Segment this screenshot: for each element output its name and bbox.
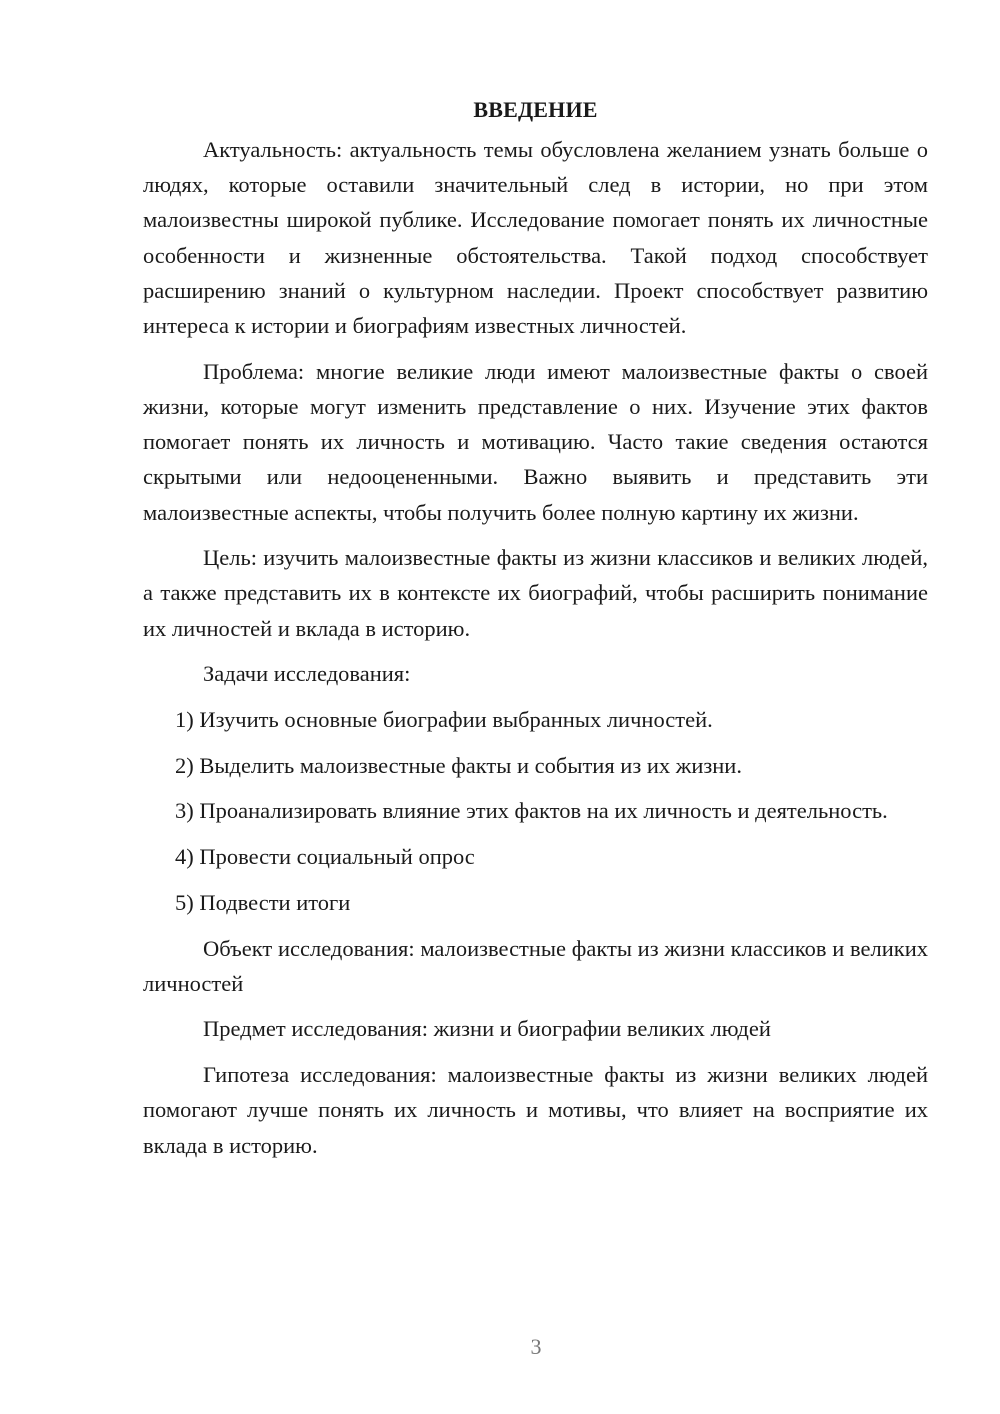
list-item: 4) Провести социальный опрос [175, 844, 475, 870]
list-item: 1) Изучить основные биографии выбранных личностей. [175, 707, 713, 733]
page-number: 3 [530, 1334, 542, 1359]
paragraph-subject: Предмет исследования: жизни и биографии великих людей [203, 1016, 771, 1042]
paragraph-tasks-heading: Задачи исследования: [203, 661, 411, 687]
page-title: ВВЕДЕНИЕ [473, 97, 598, 122]
paragraph-hypothesis: Гипотеза исследования: малоизвестные факты из жизни великих людей помогают лучше понять их личность и мотивы, что влияет на восприятие их вклада в историю. [143, 1062, 928, 1158]
document-page [143, 94, 928, 1173]
list-item: 5) Подвести итоги [175, 889, 351, 915]
list-item: 3) Проанализировать влияние этих фактов на их личность и деятельность. [175, 798, 888, 824]
paragraph-relevance: Актуальность: актуальность темы обусловлена желанием узнать больше о людях, которые оставили значительный след в истории, но при этом малоизвестны широкой публике. Исследование помогает понять их личностные особенности и жизненные обстоятельства. Такой подход способствует расширению знаний о культурном наследии. Проект способствует развитию интереса к истории и биографиям известных личностей. [143, 137, 928, 339]
paragraph-goal: Цель: изучить малоизвестные факты из жизни классиков и великих людей, а также представить их в контексте их биографий, чтобы расширить понимание их личностей и вклада в историю. [143, 545, 928, 641]
paragraph-object: Объект исследования: малоизвестные факты из жизни классиков и великих личностей [143, 935, 928, 996]
paragraph-problem: Проблема: многие великие люди имеют малоизвестные факты о своей жизни, которые могут изменить представление о них. Изучение этих фактов помогает понять их личность и мотивацию. Часто такие сведения остаются скрытыми или недооцененными. Важно выявить и представить эти малоизвестные аспекты, чтобы получить более полную картину их жизни. [143, 358, 928, 525]
list-item: 2) Выделить малоизвестные факты и события из их жизни. [175, 752, 742, 778]
